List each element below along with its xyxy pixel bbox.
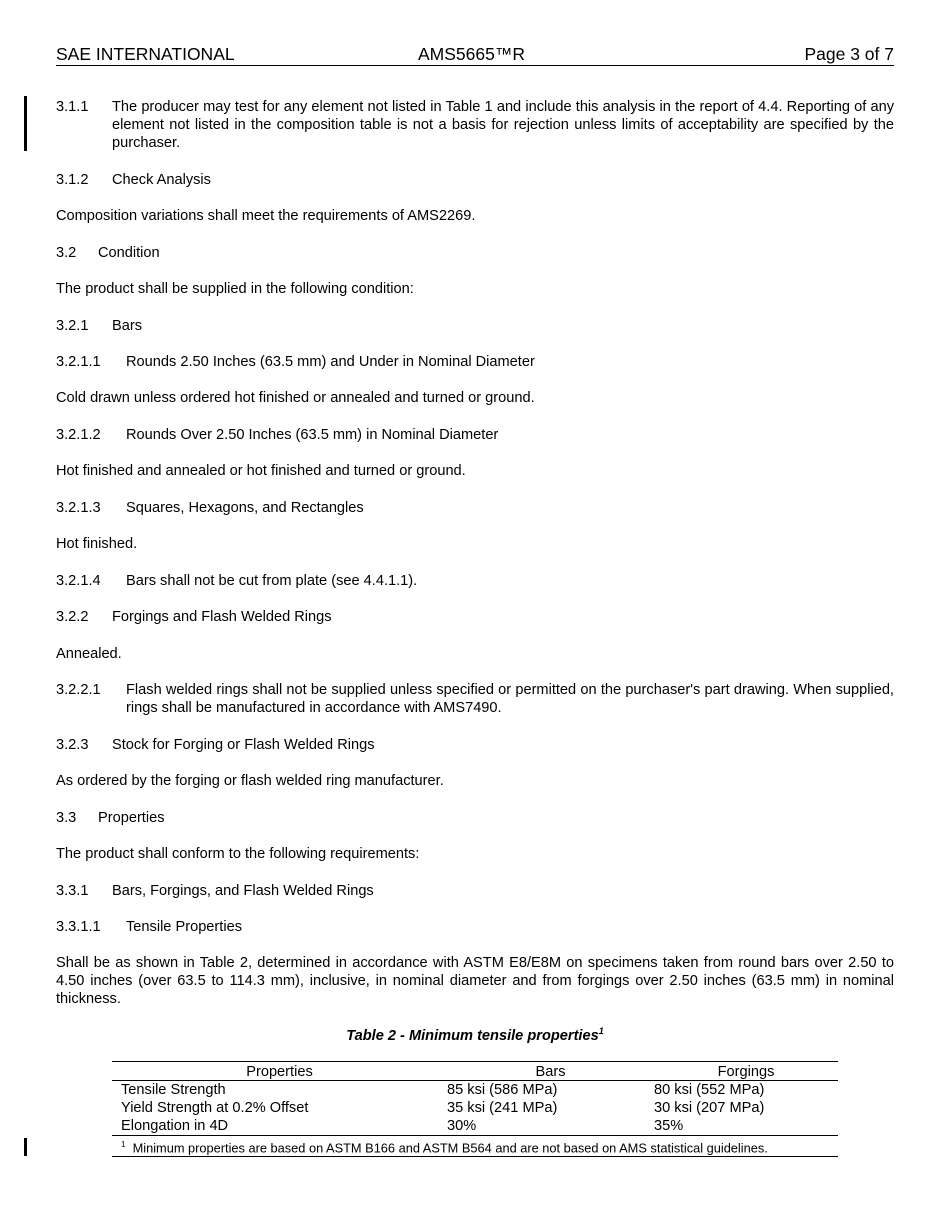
heading-3-3 — [56, 809, 894, 827]
heading-3-3-1-1 — [56, 918, 894, 936]
paragraph-text: Composition variations shall meet the requirements of AMS2269. — [56, 208, 476, 224]
table-cell: Elongation in 4D — [121, 1118, 229, 1134]
table-cell: Yield Strength at 0.2% Offset — [121, 1100, 309, 1116]
section-number: 3.1.2 — [56, 172, 89, 188]
paragraph-text: Annealed. — [56, 646, 122, 662]
section-number: 3.2 — [56, 245, 77, 261]
table-row — [112, 1117, 838, 1136]
paragraph-text: The product shall be supplied in the following condition: — [56, 281, 414, 297]
header-document-id: AMS5665™R — [418, 44, 525, 64]
paragraph-text: Hot finished. — [56, 536, 138, 552]
heading-3-1-2 — [56, 171, 894, 189]
table-cell: Tensile Strength — [121, 1082, 226, 1098]
table-cell: 85 ksi (586 MPa) — [447, 1082, 558, 1098]
heading-3-2-1-2 — [56, 426, 894, 444]
section-title: Squares, Hexagons, and Rectangles — [126, 500, 364, 516]
paragraph-text: As ordered by the forging or flash welded ring manufacturer. — [56, 773, 444, 789]
footnote-marker: 1 — [121, 1140, 126, 1149]
tensile-properties-table — [112, 1061, 838, 1157]
table-cell: 30% — [447, 1118, 477, 1134]
table-header-row — [112, 1062, 838, 1081]
table-row — [112, 1081, 838, 1100]
caption-footnote-marker: 1 — [598, 1026, 604, 1036]
change-bar — [24, 1138, 27, 1156]
paragraph-text: The producer may test for any element not listed in Table 1 and include this analysis in the report of 4.4. Reporting of any element not listed in the composition table is not a basis for rejection unless limits of acceptability are specified by the purchaser. — [112, 99, 894, 151]
section-title: Rounds Over 2.50 Inches (63.5 mm) in Nominal Diameter — [126, 427, 499, 443]
section-number: 3.3.1.1 — [56, 919, 101, 935]
section-title: Condition — [98, 245, 160, 261]
section-number: 3.2.1.3 — [56, 500, 101, 516]
section-number: 3.3 — [56, 810, 77, 826]
section-number: 3.2.1.2 — [56, 427, 101, 443]
caption-text: Table 2 - Minimum tensile properties — [346, 1027, 599, 1044]
paragraph-text: Cold drawn unless ordered hot finished or annealed and turned or ground. — [56, 390, 535, 406]
section-title: Bars — [112, 318, 143, 334]
table-cell: 80 ksi (552 MPa) — [654, 1082, 765, 1098]
table-footnote — [112, 1136, 838, 1157]
header-organization: SAE INTERNATIONAL — [56, 44, 235, 64]
heading-3-2-1-3 — [56, 499, 894, 517]
heading-3-2-3 — [56, 736, 894, 754]
heading-3-3-1 — [56, 882, 894, 900]
paragraph-text: Bars shall not be cut from plate (see 4.4.1.1). — [126, 573, 418, 589]
heading-3-2 — [56, 244, 894, 262]
section-title: Rounds 2.50 Inches (63.5 mm) and Under in Nominal Diameter — [126, 354, 535, 370]
section-title: Forgings and Flash Welded Rings — [112, 609, 332, 625]
paragraph-3-2-2-1 — [56, 681, 894, 717]
section-title: Properties — [98, 810, 165, 826]
section-title: Bars, Forgings, and Flash Welded Rings — [112, 883, 374, 899]
section-number: 3.3.1 — [56, 883, 89, 899]
table-caption — [0, 1026, 950, 1044]
table-cell: 35% — [654, 1118, 684, 1134]
heading-3-2-1-1 — [56, 353, 894, 371]
section-number: 3.2.1 — [56, 318, 89, 334]
column-header: Bars — [447, 1062, 654, 1081]
header-page-number: Page 3 of 7 — [804, 44, 894, 64]
section-title: Tensile Properties — [126, 919, 242, 935]
table-cell: 35 ksi (241 MPa) — [447, 1100, 558, 1116]
section-number: 3.2.2.1 — [56, 682, 101, 698]
section-number: 3.2.2 — [56, 609, 89, 625]
section-number: 3.2.1.4 — [56, 573, 101, 589]
column-header: Properties — [112, 1062, 447, 1081]
section-title: Check Analysis — [112, 172, 211, 188]
paragraph-text: Shall be as shown in Table 2, determined in accordance with ASTM E8/E8M on specimens taken from round bars over 2.50 to 4.50 inches (over 63.5 to 114.3 mm), inclusive, in nominal diameter and from forgings over 2.50 inches (63.5 mm) in nominal thickness. — [56, 955, 894, 1007]
paragraph-3-2-1-4 — [56, 572, 894, 590]
change-bar — [24, 96, 27, 151]
section-number: 3.2.3 — [56, 737, 89, 753]
column-header: Forgings — [654, 1062, 838, 1081]
paragraph-text: The product shall conform to the following requirements: — [56, 846, 420, 862]
section-title: Stock for Forging or Flash Welded Rings — [112, 737, 375, 753]
paragraph-text: Flash welded rings shall not be supplied unless specified or permitted on the purchaser's part drawing. When supplied, rings shall be manufactured in accordance with AMS7490. — [126, 682, 894, 716]
page-header — [56, 44, 894, 66]
paragraph-3-1-1 — [56, 98, 894, 152]
footnote-text: Minimum properties are based on ASTM B166 and ASTM B564 and are not based on AMS statistical guidelines. — [132, 1140, 768, 1156]
heading-3-2-2 — [56, 608, 894, 626]
section-number: 3.2.1.1 — [56, 354, 101, 370]
table-row — [112, 1099, 838, 1117]
paragraph-text: Hot finished and annealed or hot finished and turned or ground. — [56, 463, 466, 479]
heading-3-2-1 — [56, 317, 894, 335]
table-cell: 30 ksi (207 MPa) — [654, 1100, 765, 1116]
section-number: 3.1.1 — [56, 99, 89, 115]
table-footnote-row — [112, 1136, 838, 1157]
